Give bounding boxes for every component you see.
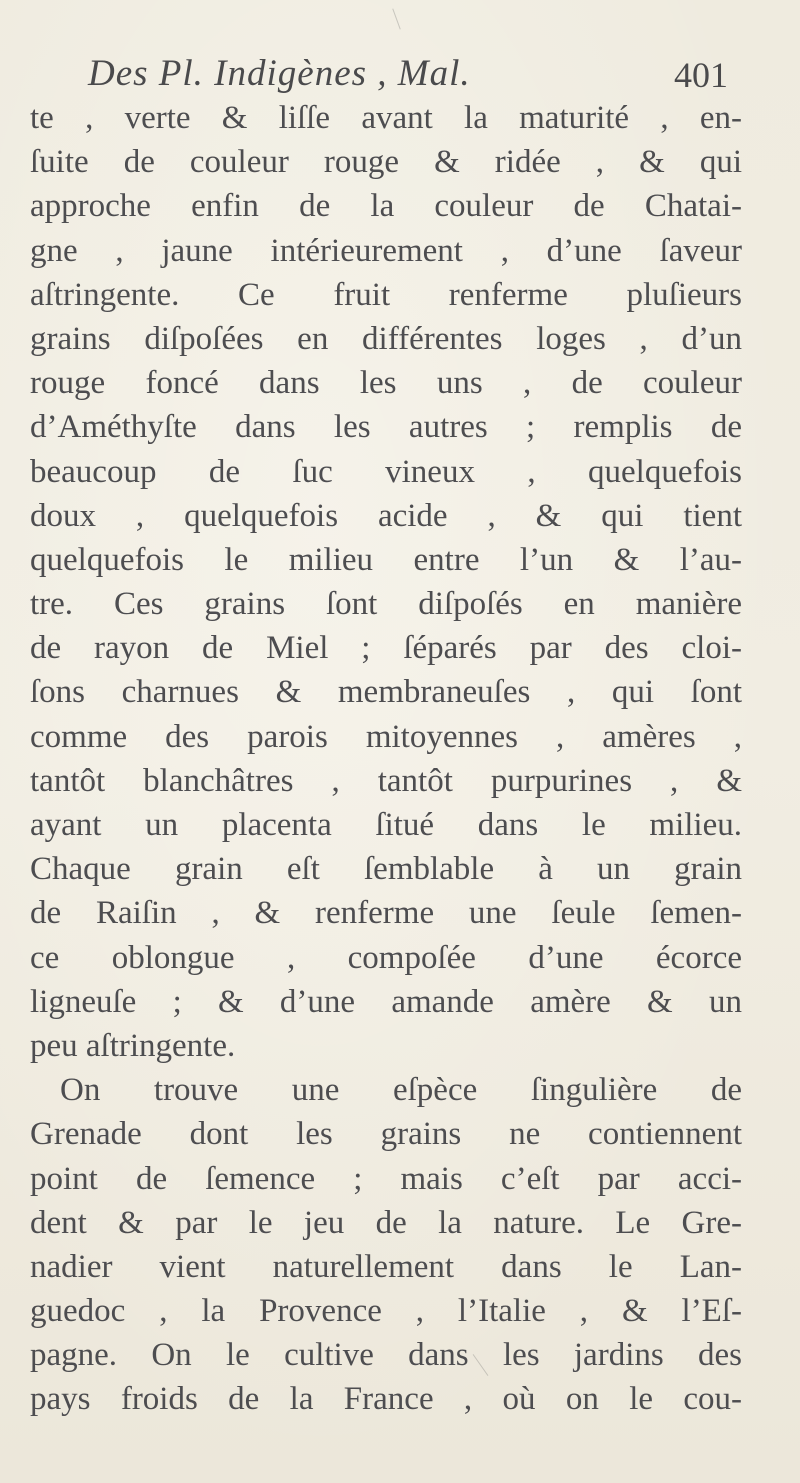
text-line: de rayon de Miel ; ſéparés par des cloi- bbox=[30, 630, 742, 667]
text-line: approche enfin de la couleur de Chatai- bbox=[30, 188, 742, 225]
text-line: Grenade dont les grains ne contiennent bbox=[30, 1116, 742, 1153]
text-line: On trouve une eſpèce ſingulière de bbox=[60, 1072, 742, 1109]
text-line: ce oblongue , compoſée d’une écorce bbox=[30, 939, 742, 976]
text-line: point de ſemence ; mais c’eſt par acci- bbox=[30, 1160, 742, 1197]
page-number: 401 bbox=[674, 55, 728, 95]
text-line: doux , quelquefois acide , & qui tient bbox=[30, 497, 742, 534]
text-line: ayant un placenta ſitué dans le milieu. bbox=[30, 807, 742, 843]
text-line: de Raiſin , & renferme une ſeule ſemen- bbox=[30, 895, 742, 932]
body-text bbox=[30, 96, 742, 1422]
text-line: ſons charnues & membraneuſes , qui ſont bbox=[30, 674, 742, 711]
text-line: pays froids de la France , où on le cou- bbox=[30, 1381, 742, 1418]
text-line: d’Améthyſte dans les autres ; remplis de bbox=[30, 409, 742, 446]
text-line: quelquefois le milieu entre l’un & l’au- bbox=[30, 541, 742, 578]
text-line: ligneuſe ; & d’une amande amère & un bbox=[30, 983, 742, 1020]
text-line: beaucoup de ſuc vineux , quelquefois bbox=[30, 453, 742, 490]
text-line: comme des parois mitoyennes , amères , bbox=[30, 718, 742, 755]
text-line: dent & par le jeu de la nature. Le Gre- bbox=[30, 1204, 742, 1241]
text-line: pagne. On le cultive dans les jardins des bbox=[30, 1337, 742, 1374]
text-line: peu aſtringente. bbox=[30, 1027, 236, 1064]
paper-mark bbox=[392, 8, 400, 29]
text-line: rouge foncé dans les uns , de couleur bbox=[30, 365, 742, 402]
text-line: Chaque grain eſt ſemblable à un grain bbox=[30, 851, 742, 888]
text-line: grains diſpoſées en différentes loges , d’un bbox=[30, 320, 742, 357]
text-line: guedoc , la Provence , l’Italie , & l’Eſ- bbox=[30, 1293, 742, 1330]
text-line: nadier vient naturellement dans le Lan- bbox=[30, 1248, 742, 1285]
text-line: aſtringente. Ce fruit renferme pluſieurs bbox=[30, 276, 742, 313]
text-line: tre. Ces grains ſont diſpoſés en manière bbox=[30, 586, 742, 623]
text-line: te , verte & liſſe avant la maturité , en- bbox=[30, 100, 742, 136]
text-line: gne , jaune intérieurement , d’une ſaveur bbox=[30, 232, 742, 269]
text-line: ſuite de couleur rouge & ridée , & qui bbox=[30, 144, 742, 181]
running-head: Des Pl. Indigènes , Mal. bbox=[88, 53, 471, 94]
text-line: tantôt blanchâtres , tantôt purpurines , & bbox=[30, 762, 742, 799]
